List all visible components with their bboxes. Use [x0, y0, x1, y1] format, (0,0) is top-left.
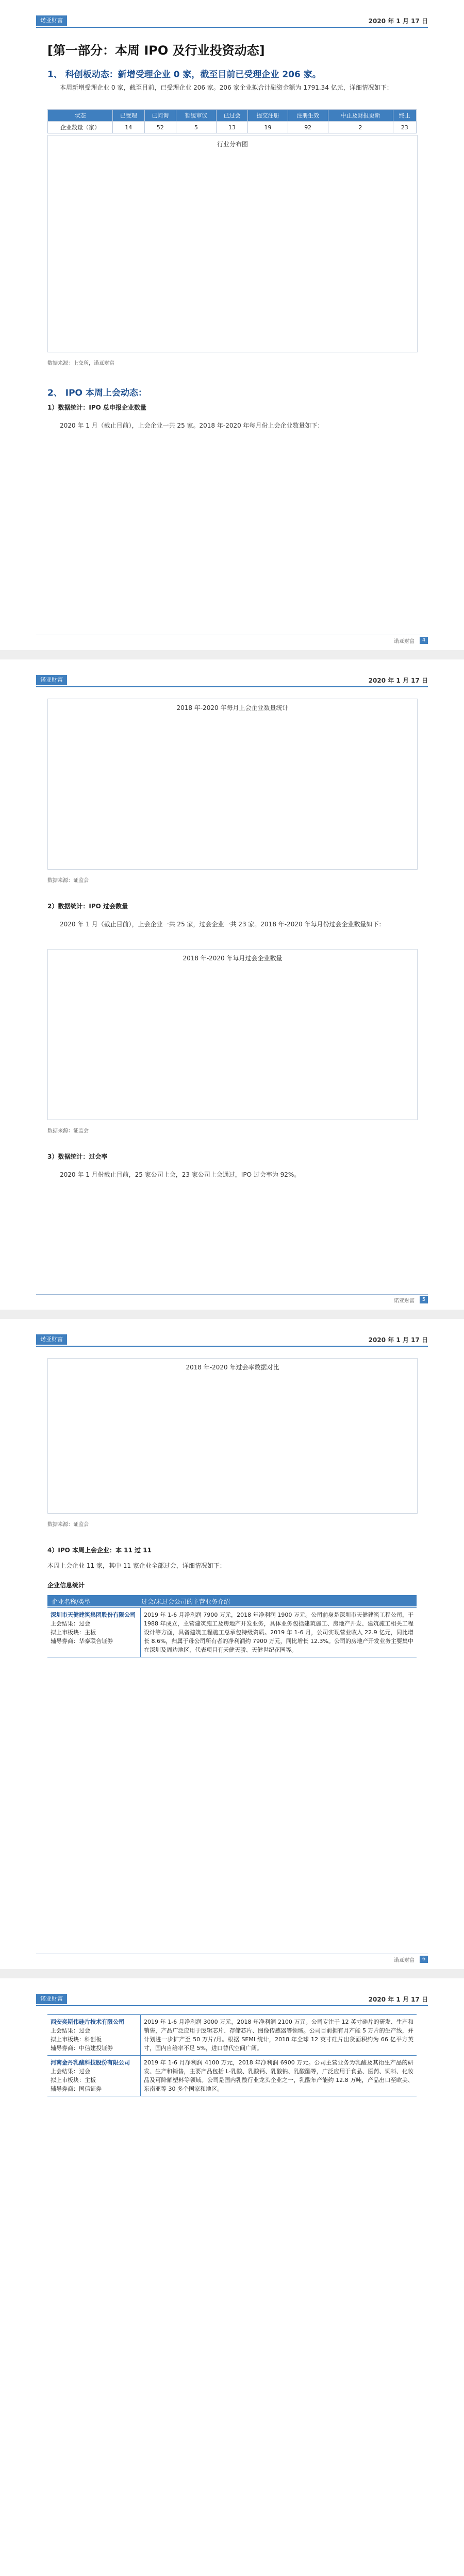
section-4-title: 4）IPO 本周上会企业：本 11 过 11: [47, 1547, 152, 1554]
chart-4-svg: [48, 1371, 417, 1513]
company-meta: 辅导券商：华泰联合证券: [51, 1638, 113, 1645]
page-footer: [36, 1954, 428, 1965]
monthly-meetings-chart: [47, 699, 418, 870]
table-cell: 52: [144, 122, 176, 133]
company-name: 西安奕斯伟硅片技术有限公司: [51, 2019, 124, 2025]
company-name: 河南金丹乳酸科技股份有限公司: [51, 2059, 130, 2066]
section-1-paragraph: 本周新增受理企业 0 家，截至目前，已受理企业 206 家。206 家企业拟合计融资金额为 1791.34 亿元，详细情况如下：: [60, 84, 393, 91]
table-header-cell: 暂缓审议: [176, 110, 217, 122]
monthly-approvals-chart: [47, 949, 418, 1120]
chart-2-title: 2018 年-2020 年每月上会企业数量统计: [176, 704, 289, 711]
company-meta: 上会结果：过会: [51, 2027, 90, 2034]
header-rule: [36, 27, 428, 28]
header-col-1: 企业名称/类型: [52, 1598, 91, 1605]
company-description: 2019 年 1-6 月净利润 4100 万元，2018 年净利润 6900 万元。公司主营业务为乳酸及其衍生产品的研发、生产和销售，主要产品包括 L-乳酸、乳酸钙、乳酸钠、乳酸酯等，广泛应用于食品、医药、饲料、化妆品及可降解塑料等领域。公司是国内乳酸行业龙头企业之一，乳酸年产能约 12.8 万吨，产品出口至欧美、东南亚等 30 多个国家和地区。: [141, 2056, 417, 2096]
page-number: 4: [420, 637, 428, 644]
table-row: [48, 122, 417, 133]
footer-rule: [36, 1294, 428, 1295]
page-separator: [0, 1969, 464, 1978]
header-col-2: 过会/未过会公司的主营业务介绍: [141, 1598, 230, 1605]
header-rule: [36, 2005, 428, 2006]
part-title: [第一部分：本周 IPO 及行业投资动态]: [47, 43, 265, 58]
review-status-table: [47, 109, 417, 133]
table-header-row: [48, 110, 417, 122]
chart-4-title: 2018 年-2020 年过会率数据对比: [186, 1364, 279, 1371]
subsection-3-paragraph: 2020 年 1 月份截止目前，25 家公司上会，23 家公司上会通过，IPO 过会率为 92%。: [60, 1171, 301, 1178]
header-date: 2020 年 1 月 17 日: [368, 1336, 428, 1344]
footer-tag: 诺亚财富: [394, 1298, 415, 1304]
company-meta: 上会结果：过会: [51, 1620, 90, 1627]
approval-rate-chart: [47, 1358, 418, 1514]
chart-2-source: 数据来源：证监会: [47, 878, 89, 884]
page-separator: [0, 1310, 464, 1319]
company-meta: 上会结果：过会: [51, 2068, 90, 2075]
company-description: 2019 年 1-6 月净利润 7900 万元，2018 年净利润 1900 万元。公司前身是深圳市天健建筑工程公司，于 1988 年成立，主营建筑施工及房地产开发业务，具体业务包括建筑施工、房地产开发、建筑施工相关工程设计等方面，具备建筑工程施工总承包特级资质。2019 年 1-6 月，公司实现营业收入 22.9 亿元，同比增长 8.6%，归属于母公司所有者的净利润约 7900 万元，同比增长 12.3%。公司的房地产开发业务主要集中在深圳及周边地区，代表项目有天健天骄、天健世纪花园等。: [141, 1608, 417, 1657]
page-2: [0, 659, 464, 1310]
section-2-title: 2、 IPO 本周上会动态：: [47, 388, 147, 398]
chart-1-title: 行业分布图: [217, 141, 248, 148]
page-separator: [0, 650, 464, 659]
page-footer: [36, 635, 428, 646]
page-footer: [36, 1294, 428, 1306]
page-3: [0, 1319, 464, 1969]
chart-2-svg: [48, 711, 417, 869]
page-4: [0, 1978, 464, 2576]
subsection-2-title: 2）数据统计：IPO 过会数量: [47, 903, 128, 910]
company-table-header: [47, 1595, 417, 1606]
page-header: [36, 1994, 428, 2007]
chart-3-source: 数据来源：证监会: [47, 1128, 89, 1134]
chart-3-svg: [48, 962, 417, 1120]
subsection-1-paragraph: 2020 年 1 月（截止目前），上会企业一共 25 家。2018 年-2020 年每月份上会企业数量如下：: [60, 422, 324, 429]
table-row: [47, 2015, 417, 2056]
footer-tag: 诺亚财富: [394, 639, 415, 645]
table-cell: 14: [113, 122, 145, 133]
table-header-cell: 已问询: [144, 110, 176, 122]
page-header: [36, 675, 428, 688]
header-date: 2020 年 1 月 17 日: [368, 1996, 428, 2003]
company-meta: 拟上市板块：主板: [51, 1629, 96, 1636]
subsection-2-paragraph: 2020 年 1 月（截止目前），上会企业一共 25 家，过会企业一共 23 家。2018 年-2020 年每月份过会企业数量如下：: [60, 921, 385, 928]
table-cell: 5: [176, 122, 217, 133]
company-table-b: [47, 2014, 417, 2096]
table-header-cell: 中止及财报更新: [328, 110, 393, 122]
table-cell: 13: [216, 122, 248, 133]
company-table-a: [47, 1607, 417, 1657]
footer-tag: 诺亚财富: [394, 1958, 415, 1963]
table-row: [47, 1608, 417, 1657]
subsection-3-title: 3）数据统计：过会率: [47, 1153, 108, 1160]
table-header-cell: 提交注册: [248, 110, 288, 122]
section-4-paragraph: 本周上会企业 11 家，其中 11 家企业全部过会，详细情况如下：: [47, 1562, 226, 1569]
header-date: 2020 年 1 月 17 日: [368, 18, 428, 25]
table-header-cell: 注册生效: [288, 110, 328, 122]
table-cell: 23: [393, 122, 416, 133]
company-meta: 拟上市板块：科创板: [51, 2036, 102, 2043]
page-header: [36, 1334, 428, 1348]
table-header-cell: 已过会: [216, 110, 248, 122]
company-meta: 拟上市板块：主板: [51, 2077, 96, 2083]
table-cell: 19: [248, 122, 288, 133]
header-tag: 诺亚财富: [36, 1994, 67, 2004]
company-table-title: 企业信息统计: [47, 1582, 85, 1589]
table-cell: 92: [288, 122, 328, 133]
company-description: 2019 年 1-6 月净利润 3000 万元，2018 年净利润 2100 万元。公司专注于 12 英寸硅片的研发、生产和销售，产品广泛应用于逻辑芯片、存储芯片、图像传感器等领域。公司目前拥有月产能 5 万片的生产线，并计划进一步扩产至 50 万片/月。根据 SEMI 统计，2018 年全球 12 英寸硅片出货面积约为 66 亿平方英寸，国内自给率不足 5%，进口替代空间广阔。: [141, 2015, 417, 2056]
page-header: [36, 15, 428, 29]
header-tag: 诺亚财富: [36, 1334, 67, 1345]
header-tag: 诺亚财富: [36, 15, 67, 26]
chart-3-title: 2018 年-2020 年每月过会企业数量: [183, 955, 283, 962]
table-header-cell: 终止: [393, 110, 416, 122]
company-meta: 辅导券商：国信证券: [51, 2086, 102, 2092]
header-rule: [36, 686, 428, 687]
table-cell: 2: [328, 122, 393, 133]
industry-distribution-chart: [47, 135, 418, 352]
page-number: 6: [420, 1956, 428, 1963]
section-1-title: 1、 科创板动态：新增受理企业 0 家，截至目前已受理企业 206 家。: [47, 70, 321, 80]
table-header-cell: 状态: [48, 110, 113, 122]
page-number: 5: [420, 1296, 428, 1303]
chart-4-source: 数据来源：证监会: [47, 1522, 89, 1528]
company-meta: 辅导券商：中信建投证券: [51, 2045, 113, 2052]
company-name: 深圳市天健建筑集团股份有限公司: [51, 1612, 136, 1618]
header-date: 2020 年 1 月 17 日: [368, 677, 428, 684]
table-row: [47, 2056, 417, 2096]
header-tag: 诺亚财富: [36, 675, 67, 685]
table-cell: 企业数量（家）: [48, 122, 113, 133]
page-1: [0, 0, 464, 650]
header-rule: [36, 1346, 428, 1347]
subsection-1-title: 1）数据统计：IPO 总申报企业数量: [47, 404, 146, 411]
chart-1-svg: [48, 146, 417, 352]
table-header-cell: 已受理: [113, 110, 145, 122]
chart-1-source: 数据来源：上交所，诺亚财富: [47, 361, 114, 366]
